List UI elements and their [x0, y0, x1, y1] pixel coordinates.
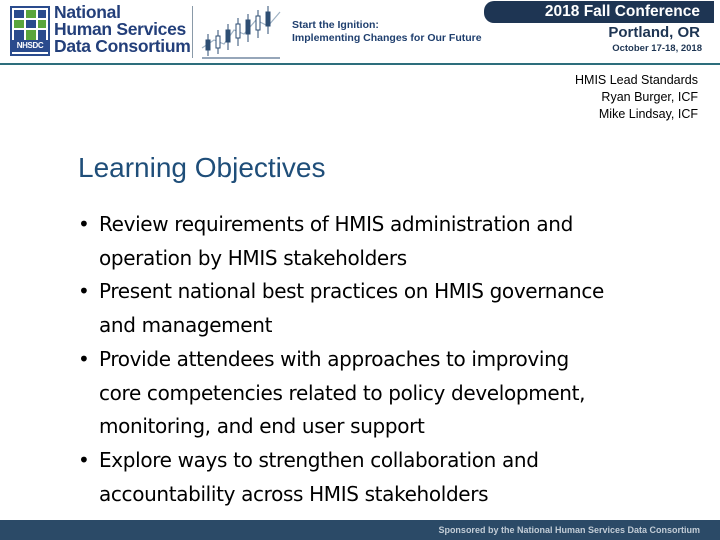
- conference-banner: [0, 0, 720, 64]
- speaker-1: Ryan Burger, ICF: [601, 90, 698, 104]
- conference-dates: October 17-18, 2018: [612, 43, 702, 54]
- bullet-dot-icon: •: [78, 279, 90, 304]
- logo-abbreviation: NHSDC: [12, 40, 48, 52]
- conference-city: Portland, OR: [608, 24, 700, 41]
- candlestick-chart-icon: [200, 4, 282, 60]
- objective-item: [78, 208, 714, 275]
- objective-line: core competencies related to policy development,: [99, 380, 586, 405]
- objective-line: monitoring, and end user support: [99, 414, 425, 439]
- banner-bottom-rule: [0, 63, 720, 65]
- objective-line: accountability across HMIS stakeholders: [99, 481, 489, 506]
- objective-line: Review requirements of HMIS administration and: [99, 212, 573, 236]
- logo-line-1: National: [54, 2, 121, 22]
- nhsdc-logo: [10, 2, 191, 60]
- objective-line: Explore ways to strengthen collaboration and: [99, 447, 539, 472]
- session-name: HMIS Lead Standards: [575, 73, 698, 87]
- objective-item: [78, 275, 714, 342]
- objective-line: Provide attendees with approaches to improving: [99, 346, 569, 371]
- logo-line-2: Human Services: [54, 19, 186, 39]
- tagline-line-1: Start the Ignition:: [292, 19, 379, 31]
- objective-item: [78, 343, 714, 444]
- tagline-line-2: Implementing Changes for Our Future: [292, 32, 482, 44]
- banner-divider: [192, 6, 193, 58]
- objective-item: [78, 444, 714, 511]
- speaker-2: Mike Lindsay, ICF: [598, 107, 698, 121]
- conference-title: 2018 Fall Conference: [484, 1, 714, 23]
- slide-title: Learning Objectives: [78, 152, 326, 183]
- bullet-dot-icon: •: [78, 212, 90, 236]
- objective-line: and management: [99, 313, 273, 338]
- objectives-list: [78, 208, 714, 511]
- bullet-dot-icon: •: [78, 447, 90, 472]
- sponsor-text: Sponsored by the National Human Services Data Consortium: [438, 525, 700, 535]
- objective-line: operation by HMIS stakeholders: [99, 245, 407, 270]
- conference-tagline: [292, 19, 482, 45]
- presenters-block: [575, 72, 698, 123]
- logo-line-3: Data Consortium: [54, 36, 191, 56]
- bullet-dot-icon: •: [78, 346, 90, 371]
- conference-info: [486, 0, 720, 64]
- objective-line: Present national best practices on HMIS governance: [99, 279, 604, 304]
- logo-wordmark: [54, 4, 190, 55]
- sponsor-footer: [0, 520, 720, 540]
